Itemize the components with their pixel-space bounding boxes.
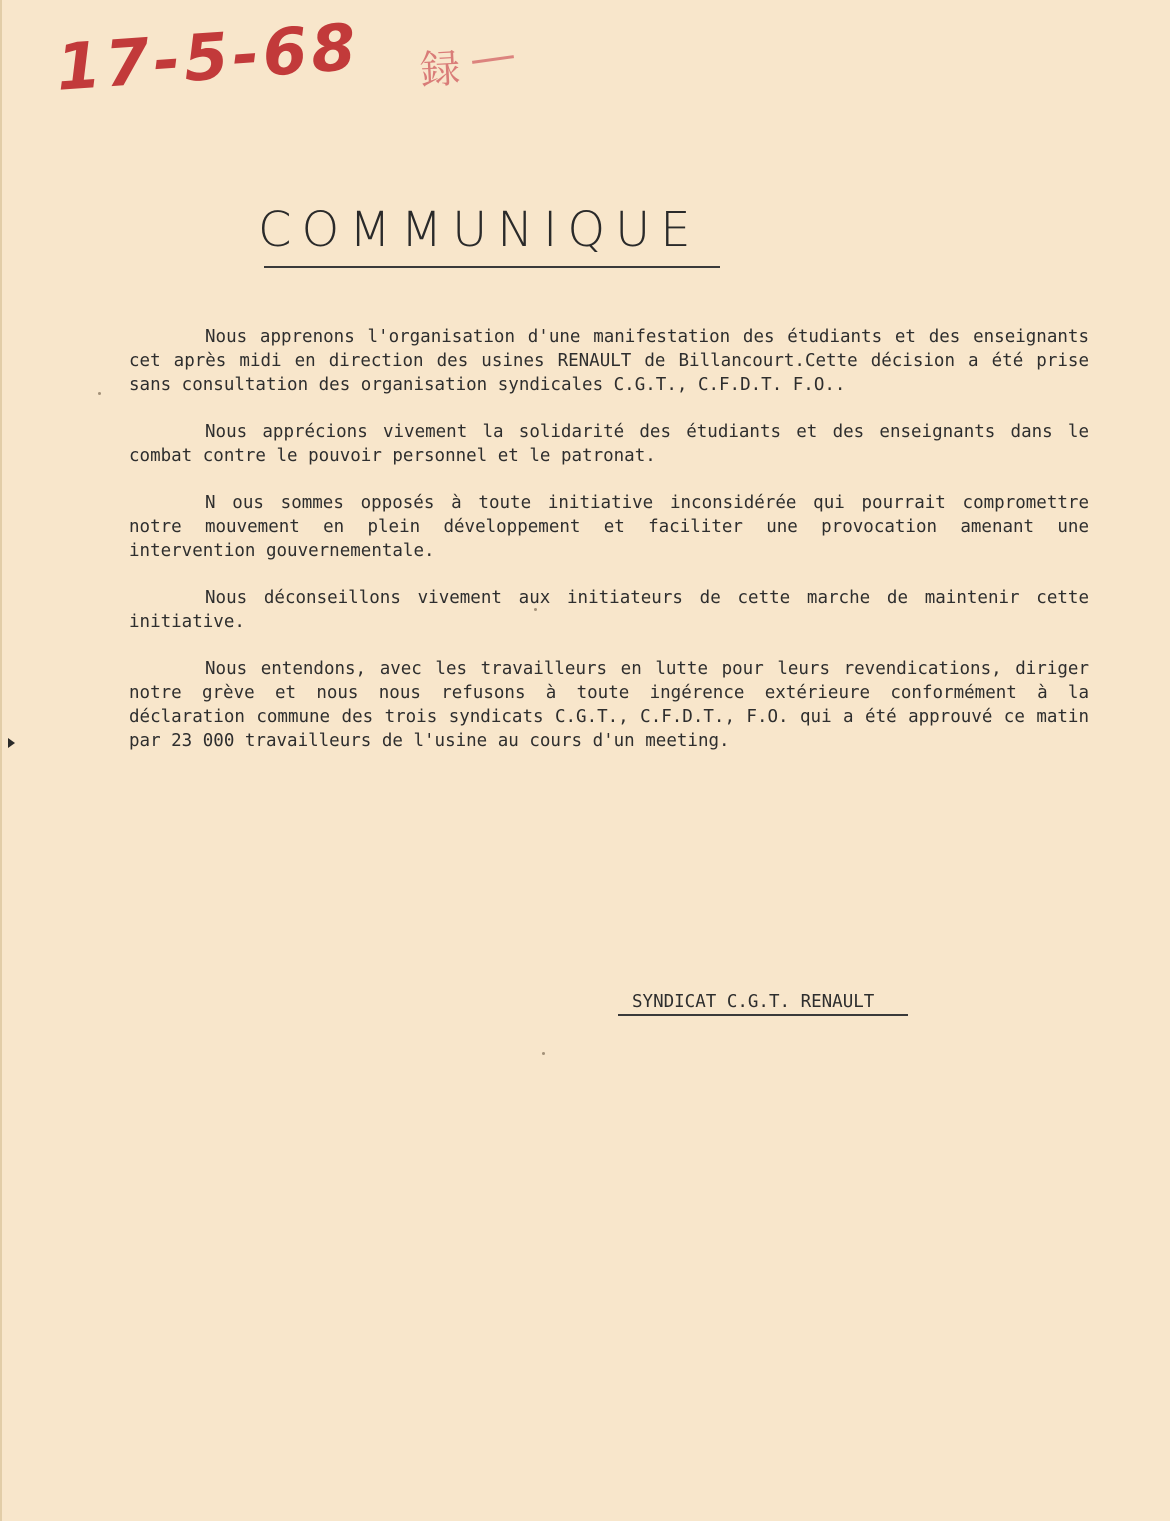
paragraph-1: Nous apprenons l'organisation d'une manifestation des étudiants et des enseignants cet après midi en direction des usines RENAULT de Billancourt.Cette décision a été prise sans consultation des organisation syndicales C.G.T., C.F.D.T. F.O.. (129, 327, 1089, 395)
paragraph-5: Nous entendons, avec les travailleurs en lutte pour leurs revendications, diriger notre grève et nous nous refusons à toute ingérence extérieure conformément à la déclaration commune des trois syndicats C.G.T., C.F.D.T., F.O. qui a été approuvé ce matin par 23 000 travailleurs de l'usine au cours d'un meeting. (129, 659, 1089, 751)
handwritten-date: 17-5-68 (54, 10, 363, 106)
document-title: COMMUNIQUE (258, 202, 701, 258)
title-underline (264, 266, 720, 268)
document-body (129, 325, 1089, 776)
signature-underline (618, 1014, 908, 1016)
paragraph-4: Nous déconseillons vivement aux initiateurs de cette marche de maintenir cette initiative. (129, 588, 1089, 632)
stamp-stroke (472, 55, 514, 64)
paragraph-3: N ous sommes opposés à toute initiative inconsidérée qui pourrait compromettre notre mouvement en plein développement et faciliter une provocation amenant une intervention gouvernementale. (129, 493, 1089, 561)
stamp-mark: 録 (419, 45, 462, 95)
paper-speck (98, 392, 101, 395)
signature: SYNDICAT C.G.T. RENAULT (632, 992, 875, 1012)
margin-arrow-mark (8, 738, 15, 748)
paper-speck (542, 1052, 545, 1055)
paragraph-2: Nous apprécions vivement la solidarité des étudiants et des enseignants dans le combat contre le pouvoir personnel et le patronat. (129, 422, 1089, 466)
paper-speck (534, 608, 537, 611)
